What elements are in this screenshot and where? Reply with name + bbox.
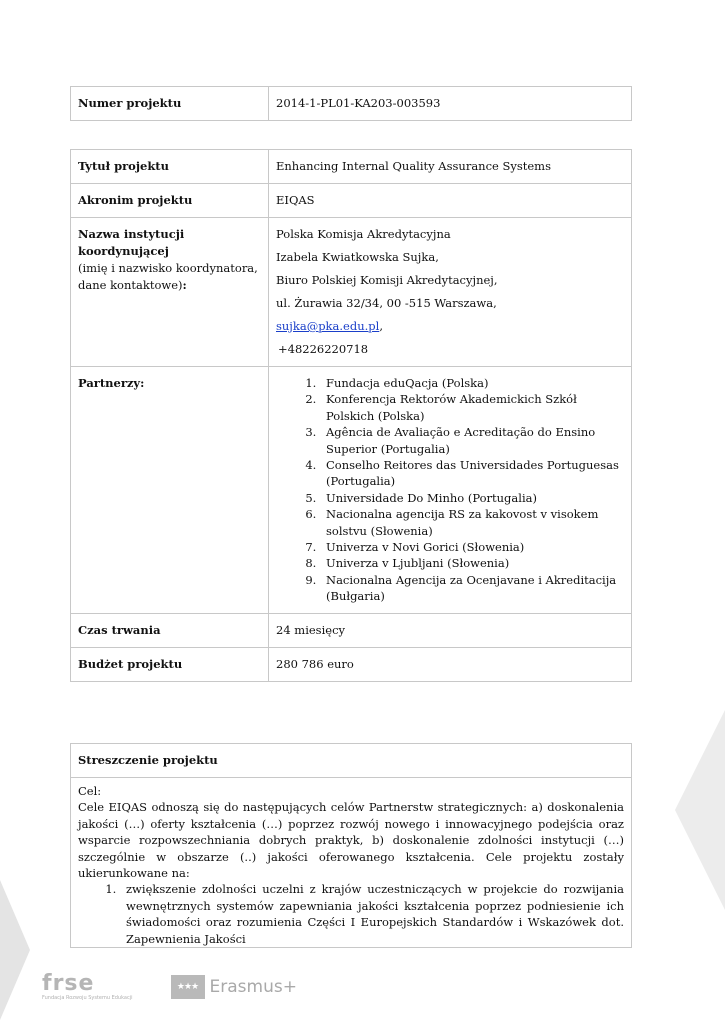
table-row — [71, 87, 632, 121]
project-number-table — [70, 86, 632, 121]
partner-item: 9. Nacionalna Agencija za Ocenjavane i Akreditacija (Bułgaria) — [320, 572, 624, 605]
partner-item: 6. Nacionalna agencija RS za kakovost v visokem solstvu (Słowenia) — [320, 506, 624, 539]
title-value: Enhancing Internal Quality Assurance Systems — [269, 150, 632, 184]
coordinator-phone: +48226220718 — [278, 342, 369, 356]
partner-item: 8. Univerza v Ljubljani (Słowenia) — [320, 555, 624, 571]
partners-cell — [269, 367, 632, 614]
table-row — [71, 778, 632, 948]
erasmus-plus-logo: Erasmus+ — [209, 977, 297, 997]
coordinator-person: Izabela Kwiatkowska Sujka, — [276, 250, 439, 264]
coordinator-email-line — [276, 318, 624, 335]
budget-label: Budżet projektu — [71, 647, 269, 681]
coordinator-sublabel-colon: : — [182, 278, 187, 292]
budget-value: 280 786 euro — [269, 647, 632, 681]
summary-intro: Cele EIQAS odnoszą się do następujących celów Partnerstw strategicznych: a) doskonalenia jakości (…) oferty kształcenia (…) poprzez rozwój nowego i innowacyjnego podejścia oraz wsparcie rozpowszechniania dobrych praktyk, b) doskonalenie zdolności instytucji (…) szczególnie w obszarze (..) jakości oferowanego kształcenia. Cele projektu zostały ukierunkowane na: — [78, 800, 624, 881]
frse-logo — [42, 970, 133, 1001]
duration-label: Czas trwania — [71, 613, 269, 647]
summary-goals-list — [78, 881, 624, 947]
coordinator-details — [269, 218, 632, 367]
coordinator-institution: Polska Komisja Akredytacyjna — [276, 227, 451, 241]
partner-item: 4. Conselho Reitores das Universidades Portuguesas (Portugalia) — [320, 457, 624, 490]
summary-heading: Streszczenie projektu — [71, 744, 632, 778]
table-row — [71, 647, 632, 681]
project-details-table — [70, 149, 632, 682]
partner-item: 2. Konferencja Rektorów Akademickich Szkół Polskich (Polska) — [320, 391, 624, 424]
summary-table — [70, 743, 632, 948]
summary-goal-item: 1. zwiększenie zdolności uczelni z krajów uczestniczących w projekcie do rozwijania wewnętrznych systemów zapewniania jakości kształcenia poprzez podniesienie ich świadomości oraz rozumienia Części I Europejskich Standardów i Wskazówek dot. Zapewnienia Jakości — [120, 881, 624, 947]
table-row — [71, 184, 632, 218]
title-label: Tytuł projektu — [71, 150, 269, 184]
project-number-value: 2014-1-PL01-KA203-003593 — [269, 87, 632, 121]
partner-item: 3. Agência de Avaliação e Acreditação do Ensino Superior (Portugalia) — [320, 424, 624, 457]
decorative-triangle-right — [675, 710, 725, 910]
coordinator-address: ul. Żurawia 32/34, 00 -515 Warszawa, — [276, 296, 497, 310]
partner-item: 1. Fundacja eduQacja (Polska) — [320, 375, 624, 391]
partners-list — [276, 375, 624, 605]
summary-goal-label: Cel: — [78, 784, 102, 798]
frse-subtitle: Fundacja Rozwoju Systemu Edukacji — [42, 994, 133, 1001]
eu-flag-icon — [171, 975, 205, 999]
table-row — [71, 150, 632, 184]
table-row — [71, 613, 632, 647]
table-row — [71, 218, 632, 367]
coordinator-label: Nazwa instytucji koordynującej — [78, 227, 185, 258]
coordinator-sublabel: (imię i nazwisko koordynatora, dane kontaktowe) — [78, 261, 258, 292]
eu-flag-stars: ★★★ — [176, 982, 199, 992]
table-row — [71, 367, 632, 614]
coordinator-label-cell — [71, 218, 269, 367]
partner-item: 7. Univerza v Novi Gorici (Słowenia) — [320, 539, 624, 555]
duration-value: 24 miesięcy — [269, 613, 632, 647]
frse-wordmark: frse — [42, 970, 95, 996]
summary-body — [71, 778, 632, 948]
partner-item: 5. Universidade Do Minho (Portugalia) — [320, 490, 624, 506]
footer-logos — [42, 972, 297, 1002]
partners-label: Partnerzy: — [71, 367, 269, 614]
decorative-triangle-left — [0, 880, 30, 1020]
acronym-label: Akronim projektu — [71, 184, 269, 218]
coordinator-email-link[interactable]: sujka@pka.edu.pl — [276, 319, 380, 333]
coordinator-email-suffix: , — [379, 319, 383, 333]
coordinator-office: Biuro Polskiej Komisji Akredytacyjnej, — [276, 273, 498, 287]
project-number-label: Numer projektu — [71, 87, 269, 121]
table-row — [71, 744, 632, 778]
acronym-value: EIQAS — [269, 184, 632, 218]
